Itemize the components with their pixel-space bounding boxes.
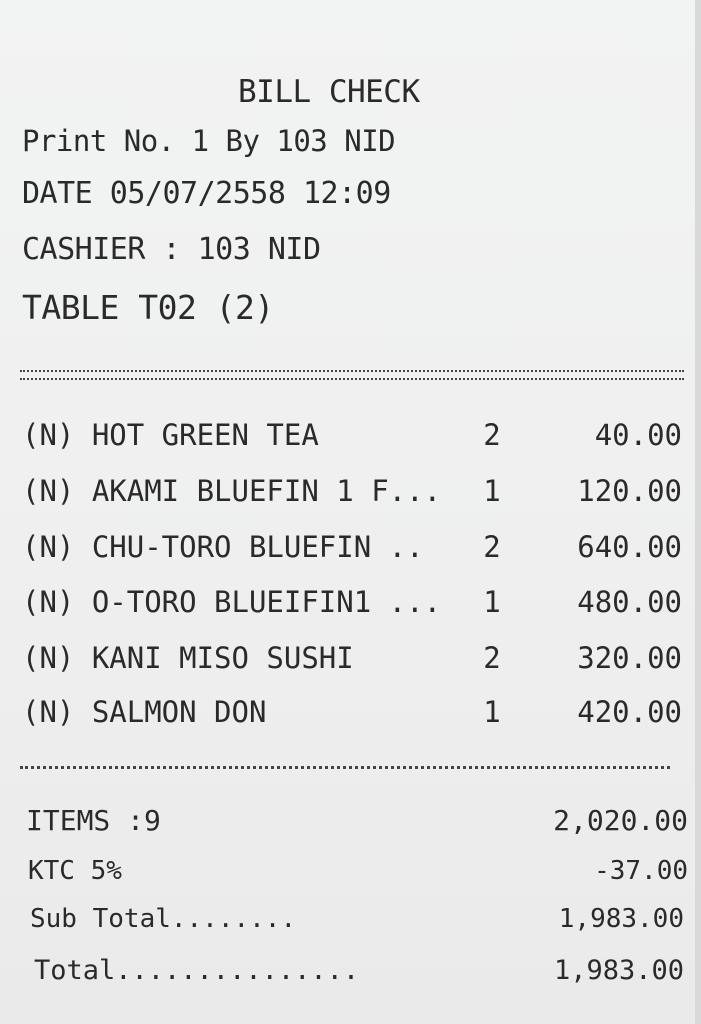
item-name: (N) SALMON DON <box>22 695 267 729</box>
item-amount: 420.00 <box>577 695 682 729</box>
line-item <box>22 641 682 681</box>
total-row <box>34 955 684 995</box>
total-value: 1,983.00 <box>553 955 684 986</box>
table-number: TABLE T02 (2) <box>22 288 274 327</box>
items-count-label: ITEMS :9 <box>26 804 161 837</box>
line-item <box>22 474 682 514</box>
line-item <box>22 418 682 458</box>
items-count-row <box>26 804 688 844</box>
subtotal-label: Sub Total........ <box>30 904 297 934</box>
cashier: CASHIER : 103 NID <box>22 232 321 267</box>
item-name: (N) KANI MISO SUSHI <box>22 641 354 675</box>
item-quantity: 1 <box>483 585 501 619</box>
item-quantity: 2 <box>483 641 501 675</box>
subtotal-row <box>30 904 684 944</box>
item-name: (N) AKAMI BLUEFIN 1 F... <box>22 474 442 508</box>
receipt-date: DATE 05/07/2558 12:09 <box>22 176 391 211</box>
item-quantity: 2 <box>483 530 501 564</box>
discount-row <box>28 856 688 896</box>
item-quantity: 1 <box>483 474 501 508</box>
items-total-value: 2,020.00 <box>553 804 688 837</box>
item-name: (N) O-TORO BLUEIFIN1 ... <box>22 585 442 619</box>
discount-label: KTC 5% <box>28 856 122 886</box>
item-amount: 120.00 <box>577 474 682 508</box>
item-amount: 320.00 <box>577 641 682 675</box>
line-item <box>22 695 682 735</box>
item-name: (N) CHU-TORO BLUEFIN .. <box>22 530 424 564</box>
discount-value: -37.00 <box>594 856 688 886</box>
item-amount: 40.00 <box>594 418 682 452</box>
item-quantity: 2 <box>483 418 501 452</box>
item-amount: 480.00 <box>577 585 682 619</box>
item-amount: 640.00 <box>577 530 682 564</box>
item-name: (N) HOT GREEN TEA <box>22 418 319 452</box>
item-quantity: 1 <box>483 695 501 729</box>
subtotal-value: 1,983.00 <box>558 904 684 934</box>
total-label: Total............... <box>34 955 360 986</box>
single-divider <box>20 766 670 769</box>
line-item <box>22 585 682 625</box>
line-item <box>22 530 682 570</box>
receipt-title: BILL CHECK <box>238 74 420 110</box>
print-number: Print No. 1 By 103 NID <box>22 124 396 158</box>
double-divider <box>20 370 684 380</box>
